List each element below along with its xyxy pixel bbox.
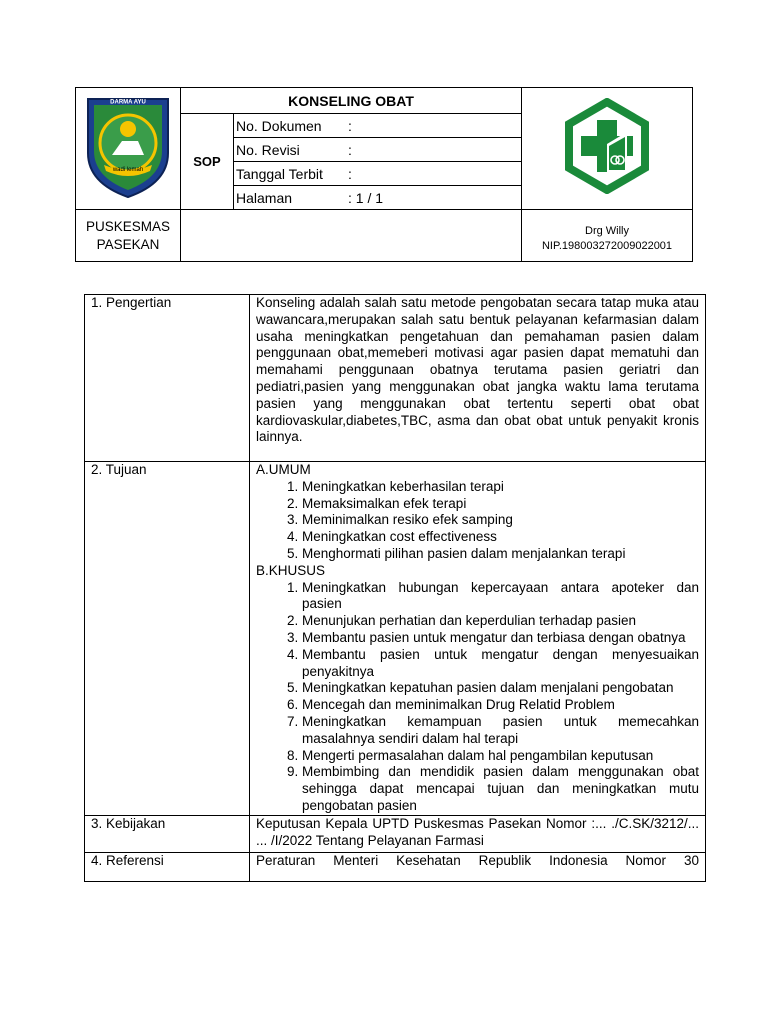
row-tujuan bbox=[85, 462, 706, 816]
signer-nip: NIP.198003272009022001 bbox=[541, 239, 673, 252]
list-item: 1. Meningkatkan hubungan kepercayaan antara apoteker dan pasien bbox=[302, 580, 699, 614]
left-logo-cell bbox=[76, 88, 181, 210]
org-line-2: PASEKAN bbox=[96, 236, 160, 252]
field-halaman bbox=[234, 186, 522, 210]
org-line-1: PUSKESMAS bbox=[85, 218, 171, 234]
row-key: 4. Referensi bbox=[85, 852, 250, 881]
list-item: 5. Menghormati pilihan pasien dalam menjalankan terapi bbox=[302, 546, 699, 563]
field-no-dokumen bbox=[234, 114, 522, 138]
list-item: 6. Mencegah dan meminimalkan Drug Relatid Problem bbox=[302, 697, 699, 714]
referensi-text: Peraturan Menteri Kesehatan Republik Indonesia Nomor 30 bbox=[250, 852, 706, 881]
field-label: Tanggal Terbit bbox=[236, 165, 323, 182]
kebijakan-text: Keputusan Kepala UPTD Puskesmas Pasekan Nomor :... ./C.SK/3212/... ... /I/2022 Tentang Pelayanan Farmasi bbox=[250, 815, 706, 852]
field-label: No. Dokumen bbox=[236, 117, 322, 134]
list-item: 3. Membantu pasien untuk mengatur dan terbiasa dengan obatnya bbox=[302, 630, 699, 647]
signer-cell bbox=[522, 210, 693, 262]
list-item: 4. Membantu pasien untuk mengatur dengan menyesuaikan penyakitnya bbox=[302, 647, 699, 681]
row-referensi bbox=[85, 852, 706, 881]
indramayu-emblem-icon bbox=[82, 91, 174, 201]
list-item: 8. Mengerti permasalahan dalam hal pengambilan keputusan bbox=[302, 748, 699, 765]
tujuan-content bbox=[250, 462, 706, 816]
row-kebijakan bbox=[85, 815, 706, 852]
field-label: Halaman bbox=[236, 189, 293, 206]
khusus-list bbox=[256, 580, 699, 815]
emblem-top-text: DARMA AYU bbox=[110, 99, 146, 106]
khusus-title: B.KHUSUS bbox=[256, 562, 326, 578]
list-item: 4. Meningkatkan cost effectiveness bbox=[302, 529, 699, 546]
emblem-ribbon-text: wadi lemah bbox=[112, 167, 144, 173]
field-value: : bbox=[348, 141, 352, 158]
right-logo-cell bbox=[522, 88, 693, 210]
row-pengertian bbox=[85, 295, 706, 462]
umum-title: A.UMUM bbox=[256, 462, 311, 477]
list-item: 2. Menunjukan perhatian dan keperdulian terhadap pasien bbox=[302, 613, 699, 630]
field-tanggal-terbit bbox=[234, 162, 522, 186]
field-value: : bbox=[348, 165, 352, 182]
field-value: : bbox=[348, 117, 352, 134]
sop-label: SOP bbox=[181, 114, 234, 210]
header-table bbox=[75, 87, 693, 262]
field-no-revisi bbox=[234, 138, 522, 162]
document-title: KONSELING OBAT bbox=[181, 88, 522, 114]
umum-list bbox=[256, 479, 699, 563]
list-item: 5. Meningkatkan kepatuhan pasien dalam menjalani pengobatan bbox=[302, 680, 699, 697]
list-item: 9. Membimbing dan mendidik pasien dalam menggunakan obat sehingga dapat mencapai tujuan dan meningkatkan mutu pengobatan pasien bbox=[302, 764, 699, 814]
row-key: 1. Pengertian bbox=[85, 295, 250, 462]
row-key: 2. Tujuan bbox=[85, 462, 250, 816]
field-value: : 1 / 1 bbox=[348, 189, 384, 206]
row-key: 3. Kebijakan bbox=[85, 815, 250, 852]
list-item: 2. Memaksimalkan efek terapi bbox=[302, 496, 699, 513]
field-label: No. Revisi bbox=[236, 141, 300, 158]
puskesmas-logo-icon bbox=[559, 98, 655, 194]
list-item: 3. Meminimalkan resiko efek samping bbox=[302, 512, 699, 529]
organization-name bbox=[76, 210, 181, 262]
blank-signature-cell bbox=[181, 210, 522, 262]
list-item: 1. Meningkatkan keberhasilan terapi bbox=[302, 479, 699, 496]
content-table bbox=[84, 294, 706, 882]
pengertian-text: Konseling adalah salah satu metode pengobatan secara tatap muka atau wawancara,merupakan salah satu bentuk pelayanan kefarmasian dalam usaha meningkatkan pengetahuan dan pemahaman pasien dalam penggunaan obat,memeberi motivasi agar pasien dapat mematuhi dan memahami penggunaan obatnya terutama pasien geriatri dan pediatri,pasien yang menggunakan obat jangka waktu lama terutama pasien yang menggunakan obat tertentu seperti obat obat kardiovaskular,diabetes,TBC, asma dan obat obat untuk penyakit kronis lainnya. bbox=[250, 295, 706, 462]
list-item: 7. Meningkatkan kemampuan pasien untuk memecahkan masalahnya sendiri dalam hal terapi bbox=[302, 714, 699, 748]
signer-name: Drg Willy bbox=[585, 224, 629, 237]
